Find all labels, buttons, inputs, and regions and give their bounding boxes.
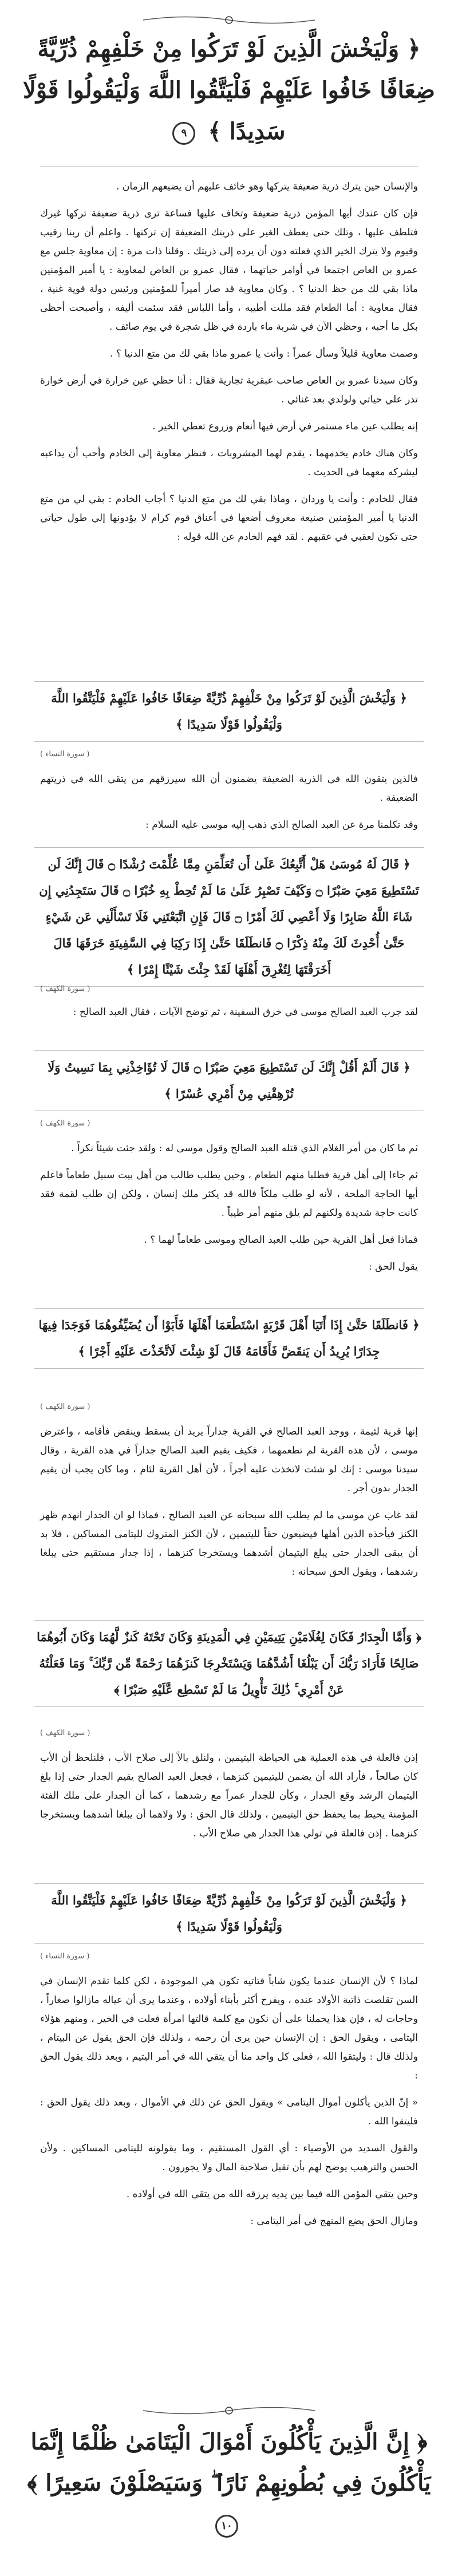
paragraph: ومازال الحق يضع المنهج في أمر اليتامى : — [250, 2215, 418, 2227]
quote-source: ( سورة الكهف ) — [40, 1402, 90, 1411]
quote-text: ﴿ وَأَمَّا الْجِدَارُ فَكَانَ لِغُلَامَيْنِ يَتِيمَيْنِ فِي الْمَدِينَةِ وَكَانَ تَحْتَهُ كَنزٌ لَّهُمَا وَكَانَ أَبُوهُمَا صَالِحًا فَأَرَادَ رَبُّكَ أَن يَبْلُغَا أَشُدَّهُمَا وَيَسْتَخْرِجَا كَنزَهُمَا رَحْمَةً مِّن رَّبِّكَ ۚ وَمَا فَعَلْتُهُ عَنْ أَمْرِي ۚ ذَٰلِكَ تَأْوِيلُ مَا لَمْ تَسْطِع عَّلَيْهِ صَبْرًا ﴾ — [37, 1630, 421, 1697]
quote-text: ﴿ وَلْيَخْشَ الَّذِينَ لَوْ تَرَكُوا مِنْ خَلْفِهِمْ ذُرِّيَّةً ضِعَافًا خَافُوا عَلَيْهِمْ فَلْيَتَّقُوا اللَّهَ وَلْيَقُولُوا قَوْلًا سَدِيدًا ﴾ — [51, 1893, 407, 1934]
section-ship — [40, 1003, 418, 1030]
bottom-verse-text: ﴿ إِنَّ الَّذِينَ يَأْكُلُونَ أَمْوَالَ الْيَتَامَىٰ ظُلْمًا إِنَّمَا يَأْكُلُونَ فِي بُطُونِهِمْ نَارًا ۖ وَسَيَصْلَوْنَ سَعِيرًا ﴾ — [27, 2428, 431, 2496]
quote-text: ﴿ قَالَ لَهُ مُوسَىٰ هَلْ أَتَّبِعُكَ عَلَىٰ أَن تُعَلِّمَنِ مِمَّا عُلِّمْتَ رُشْدًا ۝ قَالَ إِنَّكَ لَن تَسْتَطِيعَ مَعِيَ صَبْرًا ۝ وَكَيْفَ تَصْبِرُ عَلَىٰ مَا لَمْ تُحِطْ بِهِ خُبْرًا ۝ قَالَ سَتَجِدُنِي إِن شَاءَ اللَّهُ صَابِرًا وَلَا أَعْصِي لَكَ أَمْرًا ۝ قَالَ فَإِنِ اتَّبَعْتَنِي فَلَا تَسْأَلْنِي عَن شَيْءٍ حَتَّىٰ أُحْدِثَ لَكَ مِنْهُ ذِكْرًا ۝ فَانطَلَقَا حَتَّىٰ إِذَا رَكِبَا فِي السَّفِينَةِ خَرَقَهَا قَالَ أَخَرَقْتَهَا لِتُغْرِقَ أَهْلَهَا لَقَدْ جِئْتَ شَيْئًا إِمْرًا ﴾ — [39, 857, 419, 977]
quote-source: ( سورة النساء ) — [40, 750, 90, 758]
paragraph: فماذا فعل أهل القرية حين طلب العبد الصالح وموسى طعاماً لهما ؟ . — [144, 1234, 418, 1246]
paragraph: إذن فالعلة في هذه العملية هي الحياطة اليتيمين ، ولنلق بالاً إلى صلاح الأب ، فلنلحظ أن الأب كان صالحاً ، فأراد الله أن يضمن لليتيمين كنزهما ، فجعل العبد الصالح يقيم الجدار حتى إذا بلغ اليتيمان الرشد وقع الجدار ، وكأن للجدار عمراً مع رشدهما ، كما أن الجدار على ملك الفئة المؤمنة يحيط بما يحفظ حق اليتيمين ، ولذلك قال الحق : ولا ولاهما أن يبلغا أشدهما ويستخرجا كنزهما . إذن فالعلة في تولي هذا الجدار هي صلاح الأب . — [40, 1752, 418, 1839]
paragraph: والقول السديد من الأوصياء : أي القول المستقيم ، وما يقولونه لليتامى المساكين . ولأن الحسن والترهيب يوضح لهم بأن تقبل صلاحية المال ولا يجورون . — [40, 2143, 418, 2173]
quote-text: ﴿ فَانطَلَقَا حَتَّىٰ إِذَا أَتَيَا أَهْلَ قَرْيَةٍ اسْتَطْعَمَا أَهْلَهَا فَأَبَوْا أَن يُضَيِّفُوهُمَا فَوَجَدَا فِيهَا جِدَارًا يُرِيدُ أَن يَنقَضَّ فَأَقَامَهُ قَالَ لَوْ شِئْتَ لَاتَّخَذْتَ عَلَيْهِ أَجْرًا ﴾ — [38, 1318, 420, 1358]
bottom-verse — [23, 2421, 435, 2545]
paragraph: والإنسان حين يترك ذرية ضعيفة يتركها وهو خائف عليهم أن يضيعهم الزمان . — [116, 181, 418, 192]
paragraph: « إنّ الذين يأكلون أموال اليتامى » ويقول الحق عن ذلك في الأموال ، وبعد ذلك يقول الحق : فليتقوا الله . — [40, 2097, 418, 2127]
paragraph: فإن كان عندك أيها المؤمن ذرية ضعيفة وتخاف عليها فساعة ترى ذرية ضعيفة تركها غيرك فتلطف عليها ، وتلك حتى يعطف الغير على ذريتك الضعيفة إن تركتها . واعلم أن ربنا رقيب وقيوم ولا يترك الخير الذي فعلته دون أن يرده إلى ذريتك . وقلنا ذات مرة : إن معاوية جلس مع عمرو بن العاص اجتمعا في أوامر حياتهما ، فقال عمرو بن العاص لمعاوية : يا أمير المؤمنين ماذا بقي لك من حظ الدنيا ؟ . وكان معاوية قد صار أميراً للمؤمنين ورئيس دولة قوية غنية ، فقال معاوية : أما الطعام فقد مللت أطيبه ، وأما اللباس فقد سئمت أليفه ، وأصبحت أحظى بكل ما أحبه ، وحظي الآن في شربة ماء باردة في ظل شجرة في يوم صائف . — [40, 208, 418, 333]
paragraph: لقد جرب العبد الصالح موسى في خرق السفينة ، ثم توضح الآيات ، فقال العبد الصالح : — [73, 1006, 418, 1018]
paragraph: إنها قرية لئيمة ، ووجد العبد الصالح في القرية جداراً يريد أن يسقط وينقض فأقامه ، واعترض موسى ، لأن هذه القرية لم تطعمهما ، فكيف يقيم العبد الصالح جداراً في هذه القرية ، وقال سيدنا موسى : إنك لو شئت لاتخذت عليه أجراً ، لأن أهل القرية لئام ، وما كان يجب أن يقيم الجدار بدون أجر . — [40, 1426, 418, 1494]
verse-number-badge: ١٠ — [215, 2515, 238, 2538]
quote-source: ( سورة الكهف ) — [40, 1119, 90, 1128]
quran-quote — [34, 847, 424, 987]
paragraph: وقد تكلمنا مرة عن العبد الصالح الذي ذهب إليه موسى عليه السلام : — [145, 819, 418, 831]
paragraph: لقد غاب عن موسى ما لم يطلب الله سبحانه عن العبد الصالح ، فماذا لو ان الجدار انهدم ظهر الكنز فيأخذه الذين أهلها فيضيعون حقاً لليتيمين ، لأن الكنز المتروك لليتامى المساكين ، فلا بد أن يبقى الجدار حتى يبلغ اليتيمان أشدهما ويستخرجا كنزهما ، إذا جدار مستقيم حتى يبلغا رشدهما ، ويقول الحق سبحانه : — [40, 1510, 418, 1578]
paragraph: وصمت معاوية قليلاً وسأل عمراً : وأنت يا عمرو ماذا بقي لك من متع الدنيا ؟ . — [109, 348, 418, 359]
top-verse — [23, 29, 435, 152]
section-wall — [40, 1423, 418, 1590]
paragraph: لماذا ؟ لأن الإنسان عندما يكون شاباً فتاتيه تكون هي الموجودة ، لكن كلما تقدم الإنسان في السن تقلصت ذاتية الأولاد عنده ، ويفرح أكثر بأبناء أولاده ، وعندما يرى أن عياله مازالوا صغاراً ، وحاجات له ، فإن هذا يحملنا على أن نكون مع كلمة قالتها امرأة فعلت في الخير ، ومنهم هؤلاء اليتامى ، ويقول الحق : إن الإنسان حين يرى أن رحمه ، ولذلك فإن الحق يقول عن البيتام ، ولذلك قال : وليتقوا الله ، فعلى كل واحد منا أن يتقي الله في أمر اليتيم ، وبعد ذلك يقول الحق : — [40, 1976, 418, 2081]
quran-quote — [34, 1883, 424, 1944]
section-intro — [40, 177, 418, 555]
ornament-icon — [143, 2404, 315, 2417]
quote-source: ( سورة الكهف ) — [40, 985, 90, 993]
paragraph: إنه يطلب عين ماء مستمر في أرض فيها أنعام وزروع تعطي الخير . — [152, 421, 418, 432]
bottom-ornament — [40, 2404, 418, 2417]
section-conclusion — [40, 1972, 418, 2239]
quote-text: ﴿ وَلْيَخْشَ الَّذِينَ لَوْ تَرَكُوا مِنْ خَلْفِهِمْ ذُرِّيَّةً ضِعَافًا خَافُوا عَلَيْهِمْ فَلْيَتَّقُوا اللَّهَ وَلْيَقُولُوا قَوْلًا سَدِيدًا ﴾ — [51, 691, 407, 732]
quote-text: ﴿ قَالَ أَلَمْ أَقُلْ إِنَّكَ لَن تَسْتَطِيعَ مَعِيَ صَبْرًا ۝ قَالَ لَا تُؤَاخِذْنِي بِمَا نَسِيتُ وَلَا تُرْهِقْنِي مِنْ أَمْرِي عُسْرًا ﴾ — [48, 1060, 410, 1101]
section-village — [40, 1139, 418, 1285]
quran-quote — [34, 681, 424, 742]
paragraph: فالذين يتقون الله في الذرية الضعيفة يضمنون أن الله سيرزقهم من يتقي الله في ذريتهم الضعيفة . — [40, 773, 418, 804]
paragraph: ثم جاءا إلى أهل قرية فطلبا منهم الطعام ، وحين يطلب طالب من أهل بيت سبيل طعاماً فاعلم أيها الحاجة الملحة ، لأنه لو طلب ملكاً فالله قد يكثر ملك إنسان ، ولكن إن طلب لقمة فقد كانت حاجة شديدة ولكنهم لم يلق منهم أمر طيباً . — [40, 1170, 418, 1219]
paragraph: يقول الحق : — [368, 1261, 418, 1273]
paragraph: ثم ما كان من أمر الغلام الذي قتله العبد الصالح وقول موسى له : ولقد جئت شيئاً نكراً . — [71, 1143, 418, 1154]
section-explanation — [40, 1749, 418, 1851]
ornament-icon — [143, 14, 315, 26]
paragraph: وحين يتقي المؤمن الله فيما بين يديه يرزقه الله من يتقي الله في أولاده . — [126, 2188, 418, 2200]
paragraph: وكان هناك خادم يخدمهما ، يقدم لهما المشروبات ، فنظر معاوية إلى الخادم وأحب أن يداعبه ليشركه معهما في الحديث . — [40, 448, 418, 478]
quran-quote — [34, 1620, 424, 1707]
quran-quote — [34, 1308, 424, 1369]
divider — [40, 166, 418, 167]
top-verse-text: ﴿ وَلْيَخْشَ الَّذِينَ لَوْ تَرَكُوا مِنْ خَلْفِهِمْ ذُرِّيَّةً ضِعَافًا خَافُوا عَلَيْهِمْ فَلْيَتَّقُوا اللَّهَ وَلْيَقُولُوا قَوْلًا سَدِيدًا ﴾ — [23, 35, 435, 145]
top-ornament — [40, 14, 418, 26]
verse-number-badge: ٩ — [172, 122, 195, 145]
paragraph: فقال للخادم : وأنت يا وردان ، وماذا بقي لك من متع الدنيا ؟ أجاب الخادم : بقي لي من متع الدنيا يا أمير المؤمنين صنيعة معروف أضعها في أعناق قوم كرام لا يؤدونها إلي طول حياتي حتى تكون لعقبي في عقبهم . لقد فهم الخادم عن الله قوله : — [40, 493, 418, 543]
paragraph: وكان سيدنا عمرو بن العاص صاحب عبقرية تجارية فقال : أنا حظي عين خرارة في أرض خوارة تدر علي حياتي ولولدي بعد غنائي . — [40, 375, 418, 405]
quote-source: ( سورة النساء ) — [40, 1952, 90, 1961]
section-story — [40, 770, 418, 843]
quote-source: ( سورة الكهف ) — [40, 1729, 90, 1737]
quran-quote — [34, 1050, 424, 1111]
